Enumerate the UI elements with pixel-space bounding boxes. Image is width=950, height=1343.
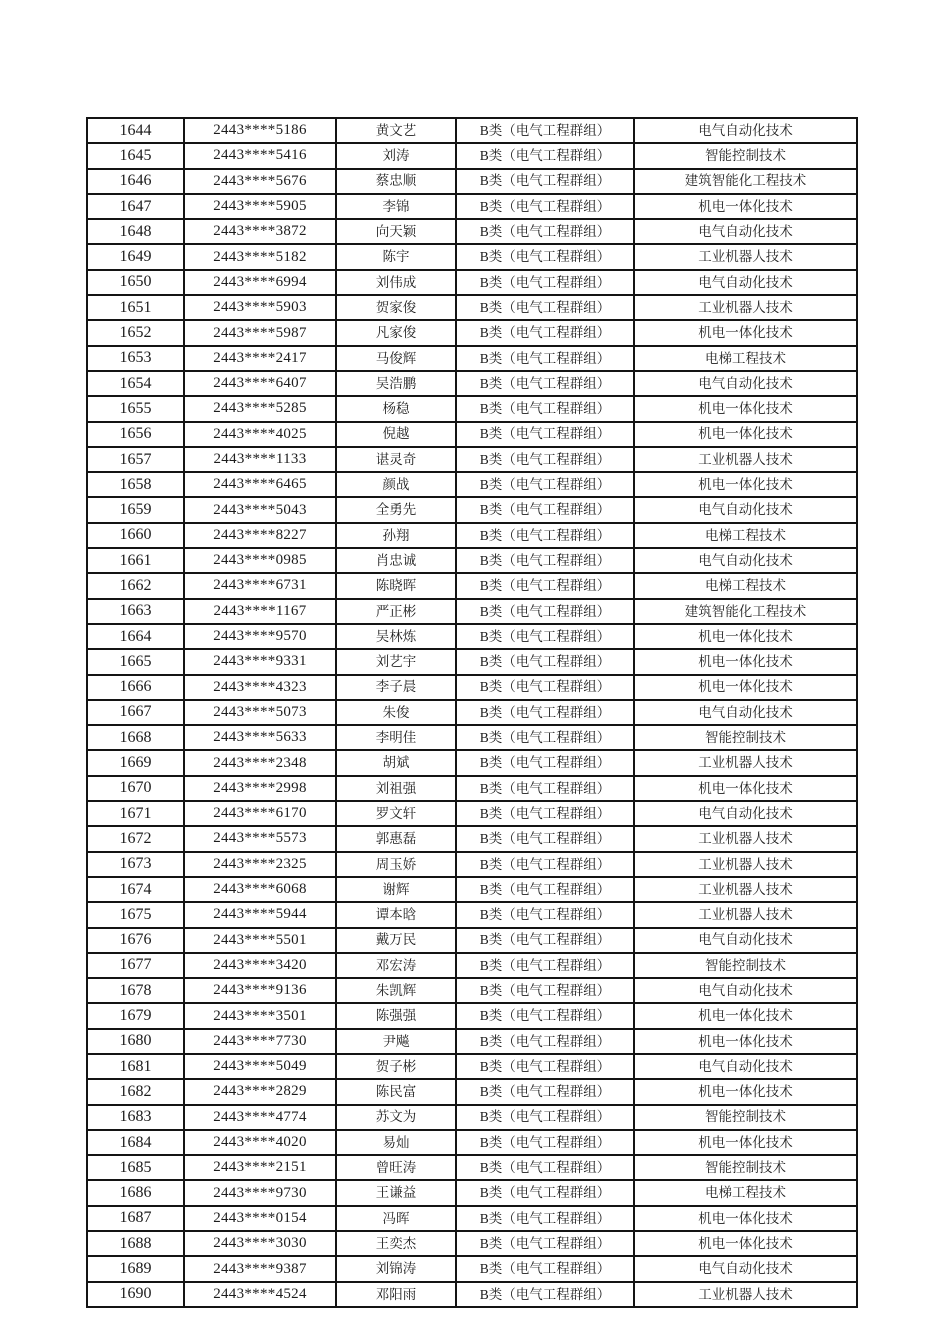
candidate-id-cell: 2443****6994 — [184, 270, 336, 295]
rank-cell: 1680 — [87, 1029, 184, 1054]
candidate-roster-body — [87, 118, 857, 1307]
category-cell: B类（电气工程群组） — [456, 1206, 634, 1231]
major-cell: 建筑智能化工程技术 — [634, 599, 857, 624]
candidate-name-cell: 肖忠诚 — [336, 548, 456, 573]
candidate-name-cell: 周玉娇 — [336, 852, 456, 877]
candidate-id-cell: 2443****6407 — [184, 371, 336, 396]
candidate-id-cell: 2443****5416 — [184, 143, 336, 168]
rank-cell: 1663 — [87, 599, 184, 624]
candidate-name-cell: 王谦益 — [336, 1180, 456, 1205]
rank-cell: 1656 — [87, 422, 184, 447]
table-row — [87, 346, 857, 371]
rank-cell: 1664 — [87, 624, 184, 649]
candidate-name-cell: 易灿 — [336, 1130, 456, 1155]
major-cell: 工业机器人技术 — [634, 447, 857, 472]
category-cell: B类（电气工程群组） — [456, 599, 634, 624]
category-cell: B类（电气工程群组） — [456, 573, 634, 598]
category-cell: B类（电气工程群组） — [456, 169, 634, 194]
candidate-id-cell: 2443****0154 — [184, 1206, 336, 1231]
candidate-name-cell: 陈晓晖 — [336, 573, 456, 598]
candidate-id-cell: 2443****2348 — [184, 750, 336, 775]
major-cell: 机电一体化技术 — [634, 624, 857, 649]
major-cell: 机电一体化技术 — [634, 1079, 857, 1104]
category-cell: B类（电气工程群组） — [456, 1256, 634, 1281]
candidate-name-cell: 马俊辉 — [336, 346, 456, 371]
category-cell: B类（电气工程群组） — [456, 978, 634, 1003]
table-row — [87, 877, 857, 902]
candidate-id-cell: 2443****6170 — [184, 801, 336, 826]
candidate-id-cell: 2443****6465 — [184, 472, 336, 497]
candidate-name-cell: 谌灵奇 — [336, 447, 456, 472]
candidate-id-cell: 2443****3872 — [184, 219, 336, 244]
category-cell: B类（电气工程群组） — [456, 1003, 634, 1028]
candidate-id-cell: 2443****6731 — [184, 573, 336, 598]
candidate-name-cell: 李明佳 — [336, 725, 456, 750]
major-cell: 电气自动化技术 — [634, 371, 857, 396]
rank-cell: 1649 — [87, 244, 184, 269]
major-cell: 电气自动化技术 — [634, 497, 857, 522]
table-row — [87, 776, 857, 801]
candidate-id-cell: 2443****9331 — [184, 649, 336, 674]
category-cell: B类（电气工程群组） — [456, 371, 634, 396]
category-cell: B类（电气工程群组） — [456, 1079, 634, 1104]
rank-cell: 1676 — [87, 928, 184, 953]
rank-cell: 1666 — [87, 675, 184, 700]
candidate-id-cell: 2443****0985 — [184, 548, 336, 573]
category-cell: B类（电气工程群组） — [456, 675, 634, 700]
candidate-name-cell: 陈宇 — [336, 244, 456, 269]
rank-cell: 1687 — [87, 1206, 184, 1231]
candidate-id-cell: 2443****3420 — [184, 953, 336, 978]
rank-cell: 1651 — [87, 295, 184, 320]
major-cell: 工业机器人技术 — [634, 877, 857, 902]
table-row — [87, 143, 857, 168]
major-cell: 电气自动化技术 — [634, 978, 857, 1003]
category-cell: B类（电气工程群组） — [456, 523, 634, 548]
rank-cell: 1655 — [87, 396, 184, 421]
candidate-id-cell: 2443****5944 — [184, 902, 336, 927]
category-cell: B类（电气工程群组） — [456, 1282, 634, 1307]
rank-cell: 1653 — [87, 346, 184, 371]
major-cell: 工业机器人技术 — [634, 244, 857, 269]
major-cell: 智能控制技术 — [634, 1155, 857, 1180]
candidate-id-cell: 2443****5182 — [184, 244, 336, 269]
category-cell: B类（电气工程群组） — [456, 320, 634, 345]
rank-cell: 1645 — [87, 143, 184, 168]
candidate-name-cell: 朱凯辉 — [336, 978, 456, 1003]
category-cell: B类（电气工程群组） — [456, 548, 634, 573]
candidate-name-cell: 邓宏涛 — [336, 953, 456, 978]
table-row — [87, 1105, 857, 1130]
rank-cell: 1670 — [87, 776, 184, 801]
table-row — [87, 573, 857, 598]
candidate-id-cell: 2443****9570 — [184, 624, 336, 649]
major-cell: 电气自动化技术 — [634, 801, 857, 826]
category-cell: B类（电气工程群组） — [456, 928, 634, 953]
candidate-name-cell: 全勇先 — [336, 497, 456, 522]
candidate-name-cell: 倪越 — [336, 422, 456, 447]
rank-cell: 1662 — [87, 573, 184, 598]
table-row — [87, 497, 857, 522]
rank-cell: 1658 — [87, 472, 184, 497]
candidate-id-cell: 2443****2417 — [184, 346, 336, 371]
rank-cell: 1690 — [87, 1282, 184, 1307]
rank-cell: 1685 — [87, 1155, 184, 1180]
rank-cell: 1657 — [87, 447, 184, 472]
major-cell: 机电一体化技术 — [634, 675, 857, 700]
category-cell: B类（电气工程群组） — [456, 1231, 634, 1256]
table-row — [87, 675, 857, 700]
candidate-name-cell: 冯晖 — [336, 1206, 456, 1231]
candidate-id-cell: 2443****7730 — [184, 1029, 336, 1054]
major-cell: 机电一体化技术 — [634, 1029, 857, 1054]
major-cell: 机电一体化技术 — [634, 776, 857, 801]
category-cell: B类（电气工程群组） — [456, 700, 634, 725]
table-row — [87, 118, 857, 143]
category-cell: B类（电气工程群组） — [456, 194, 634, 219]
major-cell: 机电一体化技术 — [634, 472, 857, 497]
table-row — [87, 902, 857, 927]
candidate-id-cell: 2443****9730 — [184, 1180, 336, 1205]
candidate-id-cell: 2443****5676 — [184, 169, 336, 194]
candidate-name-cell: 刘艺宇 — [336, 649, 456, 674]
table-row — [87, 1256, 857, 1281]
candidate-name-cell: 刘祖强 — [336, 776, 456, 801]
category-cell: B类（电气工程群组） — [456, 826, 634, 851]
category-cell: B类（电气工程群组） — [456, 801, 634, 826]
major-cell: 电梯工程技术 — [634, 523, 857, 548]
candidate-name-cell: 戴万民 — [336, 928, 456, 953]
candidate-name-cell: 罗文轩 — [336, 801, 456, 826]
candidate-name-cell: 谢辉 — [336, 877, 456, 902]
candidate-name-cell: 谭本晗 — [336, 902, 456, 927]
candidate-name-cell: 严正彬 — [336, 599, 456, 624]
rank-cell: 1682 — [87, 1079, 184, 1104]
rank-cell: 1646 — [87, 169, 184, 194]
candidate-name-cell: 颜战 — [336, 472, 456, 497]
candidate-name-cell: 王奕杰 — [336, 1231, 456, 1256]
table-row — [87, 826, 857, 851]
candidate-id-cell: 2443****2151 — [184, 1155, 336, 1180]
rank-cell: 1686 — [87, 1180, 184, 1205]
category-cell: B类（电气工程群组） — [456, 118, 634, 143]
rank-cell: 1677 — [87, 953, 184, 978]
category-cell: B类（电气工程群组） — [456, 1105, 634, 1130]
major-cell: 电梯工程技术 — [634, 346, 857, 371]
rank-cell: 1681 — [87, 1054, 184, 1079]
major-cell: 工业机器人技术 — [634, 826, 857, 851]
table-row — [87, 1282, 857, 1307]
candidate-name-cell: 邓阳雨 — [336, 1282, 456, 1307]
table-row — [87, 169, 857, 194]
table-row — [87, 1155, 857, 1180]
table-row — [87, 649, 857, 674]
candidate-id-cell: 2443****6068 — [184, 877, 336, 902]
candidate-id-cell: 2443****5903 — [184, 295, 336, 320]
major-cell: 工业机器人技术 — [634, 1282, 857, 1307]
candidate-id-cell: 2443****8227 — [184, 523, 336, 548]
major-cell: 电气自动化技术 — [634, 1256, 857, 1281]
major-cell: 电气自动化技术 — [634, 548, 857, 573]
category-cell: B类（电气工程群组） — [456, 1029, 634, 1054]
table-row — [87, 472, 857, 497]
category-cell: B类（电气工程群组） — [456, 725, 634, 750]
category-cell: B类（电气工程群组） — [456, 649, 634, 674]
candidate-name-cell: 凡家俊 — [336, 320, 456, 345]
candidate-roster-table — [86, 117, 858, 1308]
candidate-id-cell: 2443****2998 — [184, 776, 336, 801]
candidate-name-cell: 杨稳 — [336, 396, 456, 421]
category-cell: B类（电气工程群组） — [456, 852, 634, 877]
candidate-name-cell: 贺家俊 — [336, 295, 456, 320]
candidate-name-cell: 李子晨 — [336, 675, 456, 700]
category-cell: B类（电气工程群组） — [456, 219, 634, 244]
table-row — [87, 523, 857, 548]
candidate-name-cell: 尹飚 — [336, 1029, 456, 1054]
rank-cell: 1654 — [87, 371, 184, 396]
major-cell: 智能控制技术 — [634, 953, 857, 978]
candidate-id-cell: 2443****5043 — [184, 497, 336, 522]
table-row — [87, 700, 857, 725]
table-row — [87, 447, 857, 472]
rank-cell: 1683 — [87, 1105, 184, 1130]
table-row — [87, 599, 857, 624]
table-row — [87, 852, 857, 877]
rank-cell: 1661 — [87, 548, 184, 573]
rank-cell: 1672 — [87, 826, 184, 851]
major-cell: 工业机器人技术 — [634, 295, 857, 320]
candidate-name-cell: 郭惠磊 — [336, 826, 456, 851]
candidate-name-cell: 苏文为 — [336, 1105, 456, 1130]
candidate-id-cell: 2443****5633 — [184, 725, 336, 750]
candidate-id-cell: 2443****5501 — [184, 928, 336, 953]
category-cell: B类（电气工程群组） — [456, 953, 634, 978]
table-row — [87, 295, 857, 320]
major-cell: 机电一体化技术 — [634, 194, 857, 219]
major-cell: 电气自动化技术 — [634, 270, 857, 295]
candidate-name-cell: 孙翔 — [336, 523, 456, 548]
candidate-id-cell: 2443****4524 — [184, 1282, 336, 1307]
major-cell: 电气自动化技术 — [634, 219, 857, 244]
rank-cell: 1650 — [87, 270, 184, 295]
candidate-name-cell: 向天颖 — [336, 219, 456, 244]
table-row — [87, 978, 857, 1003]
table-row — [87, 1054, 857, 1079]
rank-cell: 1652 — [87, 320, 184, 345]
candidate-name-cell: 吴林炼 — [336, 624, 456, 649]
table-row — [87, 320, 857, 345]
table-row — [87, 422, 857, 447]
candidate-id-cell: 2443****5186 — [184, 118, 336, 143]
table-row — [87, 396, 857, 421]
rank-cell: 1648 — [87, 219, 184, 244]
candidate-name-cell: 蔡忠顺 — [336, 169, 456, 194]
major-cell: 电气自动化技术 — [634, 1054, 857, 1079]
category-cell: B类（电气工程群组） — [456, 422, 634, 447]
candidate-id-cell: 2443****5905 — [184, 194, 336, 219]
major-cell: 机电一体化技术 — [634, 320, 857, 345]
table-row — [87, 548, 857, 573]
rank-cell: 1675 — [87, 902, 184, 927]
major-cell: 电气自动化技术 — [634, 700, 857, 725]
table-row — [87, 801, 857, 826]
candidate-name-cell: 朱俊 — [336, 700, 456, 725]
major-cell: 机电一体化技术 — [634, 422, 857, 447]
table-row — [87, 244, 857, 269]
table-row — [87, 1029, 857, 1054]
major-cell: 电梯工程技术 — [634, 573, 857, 598]
major-cell: 机电一体化技术 — [634, 1231, 857, 1256]
rank-cell: 1674 — [87, 877, 184, 902]
major-cell: 工业机器人技术 — [634, 902, 857, 927]
candidate-name-cell: 陈民富 — [336, 1079, 456, 1104]
candidate-id-cell: 2443****3501 — [184, 1003, 336, 1028]
candidate-id-cell: 2443****9136 — [184, 978, 336, 1003]
rank-cell: 1665 — [87, 649, 184, 674]
table-row — [87, 1206, 857, 1231]
rank-cell: 1688 — [87, 1231, 184, 1256]
major-cell: 智能控制技术 — [634, 1105, 857, 1130]
category-cell: B类（电气工程群组） — [456, 143, 634, 168]
rank-cell: 1673 — [87, 852, 184, 877]
candidate-name-cell: 刘伟成 — [336, 270, 456, 295]
table-row — [87, 1079, 857, 1104]
major-cell: 电气自动化技术 — [634, 118, 857, 143]
table-row — [87, 953, 857, 978]
major-cell: 工业机器人技术 — [634, 750, 857, 775]
candidate-name-cell: 黄文艺 — [336, 118, 456, 143]
table-row — [87, 928, 857, 953]
major-cell: 机电一体化技术 — [634, 396, 857, 421]
rank-cell: 1678 — [87, 978, 184, 1003]
table-row — [87, 624, 857, 649]
category-cell: B类（电气工程群组） — [456, 624, 634, 649]
candidate-id-cell: 2443****1167 — [184, 599, 336, 624]
major-cell: 建筑智能化工程技术 — [634, 169, 857, 194]
category-cell: B类（电气工程群组） — [456, 1054, 634, 1079]
major-cell: 智能控制技术 — [634, 143, 857, 168]
candidate-id-cell: 2443****2325 — [184, 852, 336, 877]
category-cell: B类（电气工程群组） — [456, 396, 634, 421]
rank-cell: 1679 — [87, 1003, 184, 1028]
category-cell: B类（电气工程群组） — [456, 346, 634, 371]
major-cell: 机电一体化技术 — [634, 1206, 857, 1231]
table-row — [87, 219, 857, 244]
candidate-id-cell: 2443****3030 — [184, 1231, 336, 1256]
candidate-id-cell: 2443****2829 — [184, 1079, 336, 1104]
category-cell: B类（电气工程群组） — [456, 244, 634, 269]
category-cell: B类（电气工程群组） — [456, 497, 634, 522]
table-row — [87, 270, 857, 295]
category-cell: B类（电气工程群组） — [456, 1130, 634, 1155]
candidate-id-cell: 2443****4025 — [184, 422, 336, 447]
candidate-name-cell: 刘锦涛 — [336, 1256, 456, 1281]
candidate-id-cell: 2443****5049 — [184, 1054, 336, 1079]
table-row — [87, 194, 857, 219]
rank-cell: 1660 — [87, 523, 184, 548]
category-cell: B类（电气工程群组） — [456, 1155, 634, 1180]
table-row — [87, 1180, 857, 1205]
rank-cell: 1684 — [87, 1130, 184, 1155]
candidate-id-cell: 2443****4323 — [184, 675, 336, 700]
candidate-name-cell: 刘涛 — [336, 143, 456, 168]
candidate-id-cell: 2443****5285 — [184, 396, 336, 421]
major-cell: 机电一体化技术 — [634, 1003, 857, 1028]
rank-cell: 1659 — [87, 497, 184, 522]
candidate-name-cell: 陈强强 — [336, 1003, 456, 1028]
candidate-name-cell: 胡斌 — [336, 750, 456, 775]
candidate-id-cell: 2443****5573 — [184, 826, 336, 851]
major-cell: 工业机器人技术 — [634, 852, 857, 877]
candidate-name-cell: 吴浩鹏 — [336, 371, 456, 396]
candidate-id-cell: 2443****5073 — [184, 700, 336, 725]
rank-cell: 1667 — [87, 700, 184, 725]
table-row — [87, 750, 857, 775]
major-cell: 电气自动化技术 — [634, 928, 857, 953]
rank-cell: 1671 — [87, 801, 184, 826]
rank-cell: 1689 — [87, 1256, 184, 1281]
category-cell: B类（电气工程群组） — [456, 270, 634, 295]
candidate-id-cell: 2443****4774 — [184, 1105, 336, 1130]
rank-cell: 1668 — [87, 725, 184, 750]
candidate-name-cell: 李锦 — [336, 194, 456, 219]
candidate-name-cell: 曾旺涛 — [336, 1155, 456, 1180]
major-cell: 机电一体化技术 — [634, 1130, 857, 1155]
category-cell: B类（电气工程群组） — [456, 447, 634, 472]
category-cell: B类（电气工程群组） — [456, 877, 634, 902]
category-cell: B类（电气工程群组） — [456, 1180, 634, 1205]
rank-cell: 1644 — [87, 118, 184, 143]
category-cell: B类（电气工程群组） — [456, 776, 634, 801]
candidate-name-cell: 贺子彬 — [336, 1054, 456, 1079]
major-cell: 机电一体化技术 — [634, 649, 857, 674]
category-cell: B类（电气工程群组） — [456, 295, 634, 320]
candidate-id-cell: 2443****4020 — [184, 1130, 336, 1155]
table-row — [87, 1231, 857, 1256]
category-cell: B类（电气工程群组） — [456, 750, 634, 775]
table-row — [87, 1130, 857, 1155]
rank-cell: 1647 — [87, 194, 184, 219]
candidate-id-cell: 2443****1133 — [184, 447, 336, 472]
major-cell: 电梯工程技术 — [634, 1180, 857, 1205]
major-cell: 智能控制技术 — [634, 725, 857, 750]
table-row — [87, 725, 857, 750]
table-row — [87, 1003, 857, 1028]
candidate-id-cell: 2443****9387 — [184, 1256, 336, 1281]
candidate-id-cell: 2443****5987 — [184, 320, 336, 345]
category-cell: B类（电气工程群组） — [456, 902, 634, 927]
category-cell: B类（电气工程群组） — [456, 472, 634, 497]
table-row — [87, 371, 857, 396]
rank-cell: 1669 — [87, 750, 184, 775]
